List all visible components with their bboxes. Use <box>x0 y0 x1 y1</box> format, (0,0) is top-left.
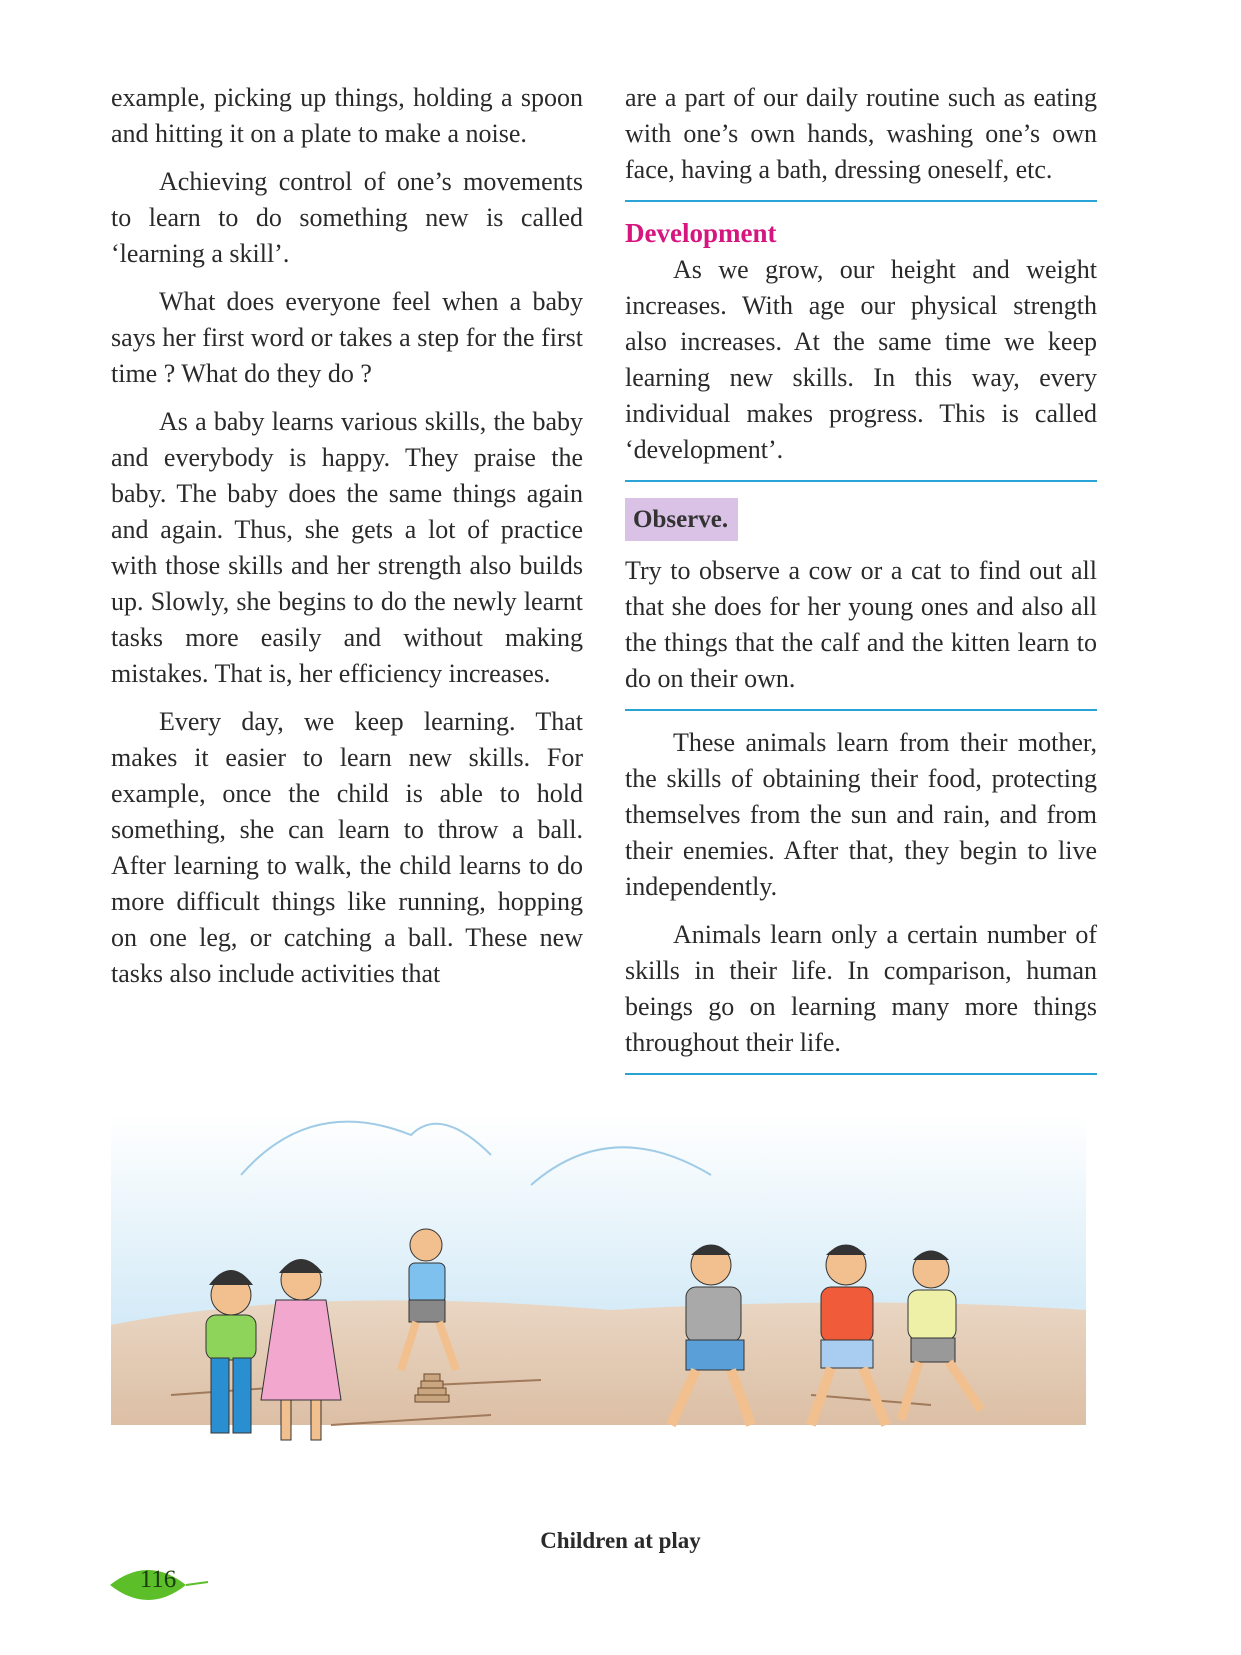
children-at-play-illustration <box>111 1095 1086 1525</box>
paragraph-daily-routine: are a part of our daily routine such as eating with one’s own hands, washing one’s own face, having a bath, dressing oneself, etc. <box>625 83 1097 184</box>
right-column <box>625 80 1097 1089</box>
paragraph-every-day: Every day, we keep learning. That makes it easier to learn new skills. For example, once the child is able to hold something, she can learn to throw a ball. After learning to walk, the child learns to do more difficult things like running, hopping on one leg, or catching a ball. These new tasks also include activities that <box>111 707 583 988</box>
paragraph-learning-skill: Achieving control of one’s movements to learn to do something new is called ‘learning a skill’. <box>111 167 583 268</box>
divider-rule <box>625 480 1097 482</box>
divider-rule <box>625 200 1097 202</box>
paragraph-continued: example, picking up things, holding a spoon and hitting it on a plate to make a noise. <box>111 83 583 148</box>
observe-label: Observe. <box>625 498 738 541</box>
paragraph-animals-learn: These animals learn from their mother, the skills of obtaining their food, protecting themselves from the sun and rain, and from their enemies. After that, they begin to live independently. <box>625 728 1097 901</box>
paragraph-first-word: What does everyone feel when a baby says her first word or takes a step for the first time ? What do they do ? <box>111 287 583 388</box>
paragraph-human-beings: Animals learn only a certain number of skills in their life. In comparison, human beings go on learning many more things throughout their life. <box>625 920 1097 1057</box>
divider-rule <box>625 1073 1097 1075</box>
figure-caption: Children at play <box>540 1528 701 1553</box>
left-column <box>111 80 583 1004</box>
observe-text: Try to observe a cow or a cat to find out all that she does for her young ones and also all the things that the calf and the kitten learn to do on their own. <box>625 556 1097 693</box>
development-text: As we grow, our height and weight increases. With age our physical strength also increases. At the same time we keep learning new skills. In this way, every individual makes progress. This is called ‘development’. <box>625 255 1097 464</box>
paragraph-baby-skills: As a baby learns various skills, the baby and everybody is happy. They praise the baby. The baby does the same things again and again. Thus, she gets a lot of practice with those skills and her strength also builds up. Slowly, she begins to do the newly learnt tasks more easily and without making mistakes. That is, her efficiency increases. <box>111 407 583 688</box>
page-number: 116 <box>139 1566 177 1593</box>
divider-rule <box>625 709 1097 711</box>
development-heading: Development <box>625 218 777 248</box>
